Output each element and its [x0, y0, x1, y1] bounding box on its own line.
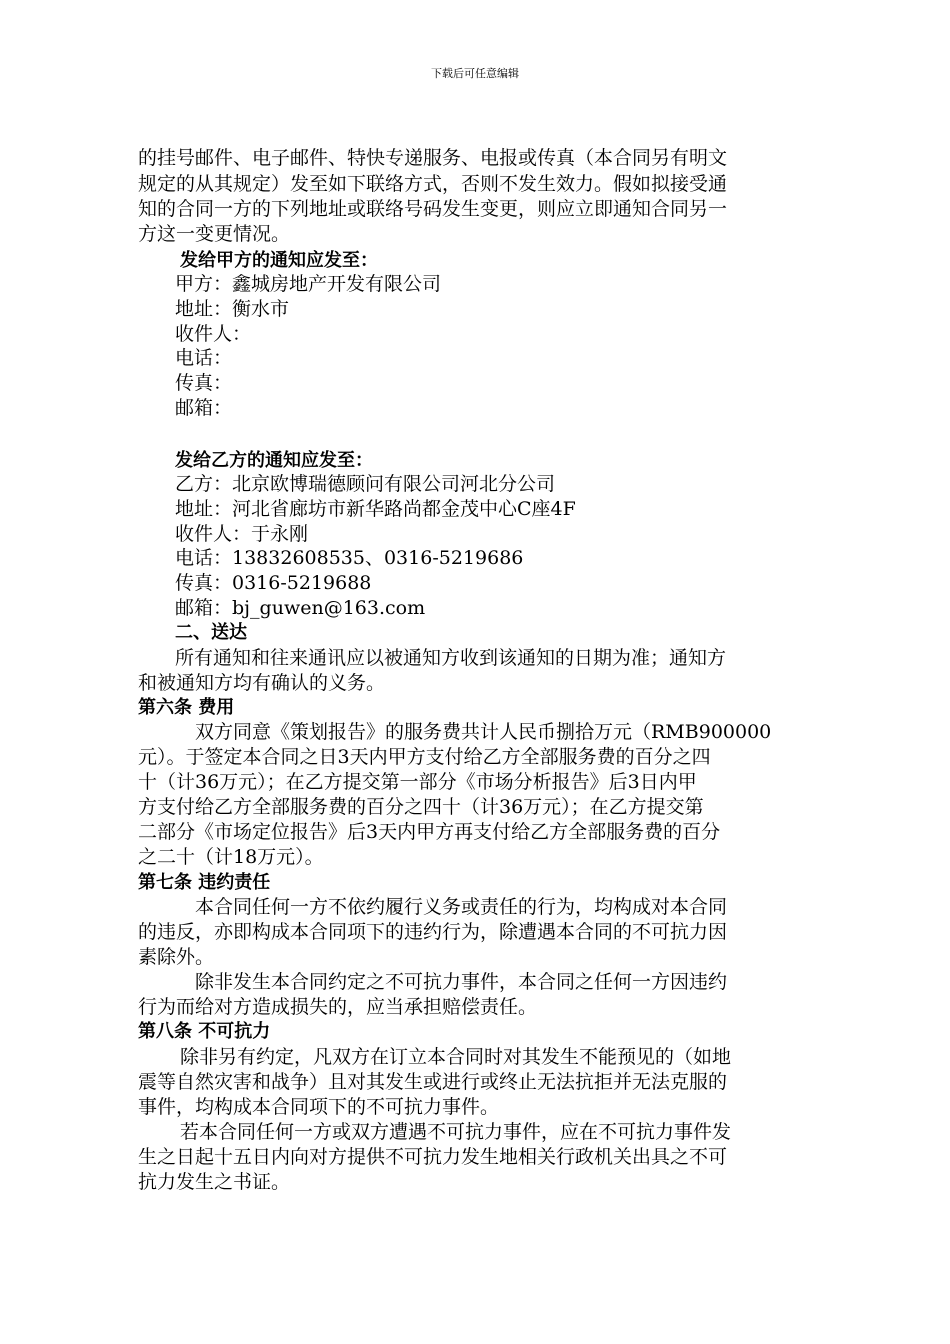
- text-line: 和被通知方均有确认的义务。: [138, 672, 386, 694]
- text-line: 之二十（计18万元）。: [138, 846, 324, 868]
- text-line: 规定的从其规定）发至如下联络方式，否则不发生效力。假如拟接受通: [138, 173, 728, 195]
- delivery-heading: 二、送达: [175, 622, 247, 643]
- text-line: 方支付给乙方全部服务费的百分之四十（计36万元）；在乙方提交第: [138, 796, 704, 818]
- text-line: 事件，均构成本合同项下的不可抗力事件。: [138, 1096, 500, 1118]
- party-a-heading: 发给甲方的通知应发至：: [180, 250, 378, 271]
- text-line: 元）。于签定本合同之日3天内甲方支付给乙方全部服务费的百分之四: [138, 746, 711, 768]
- text-line: 除非另有约定，凡双方在订立本合同时对其发生不能预见的（如地: [180, 1046, 732, 1068]
- text-line: 十（计36万元）；在乙方提交第一部分《市场分析报告》后3日内甲: [138, 771, 697, 793]
- party-b-email: 邮箱：bj_guwen@163.com: [175, 597, 426, 619]
- party-a-phone: 电话：: [175, 347, 233, 369]
- party-a-fax: 传真：: [175, 372, 233, 394]
- text-line: 震等自然灾害和战争）且对其发生或进行或终止无法抗拒并无法克服的: [138, 1071, 728, 1093]
- party-b-heading: 发给乙方的通知应发至：: [175, 450, 373, 471]
- text-line: 素除外。: [138, 946, 215, 968]
- text-line: 方这一变更情况。: [138, 223, 291, 245]
- text-line: 行为而给对方造成损失的，应当承担赔偿责任。: [138, 996, 538, 1018]
- party-a-email: 邮箱：: [175, 397, 233, 419]
- party-b-phone: 电话：13832608535、0316-5219686: [175, 547, 524, 569]
- text-line: 二部分《市场定位报告》后3天内甲方再支付给乙方全部服务费的百分: [138, 821, 721, 843]
- party-a-address: 地址：衡水市: [175, 298, 290, 320]
- article-7-heading: 第七条 违约责任: [138, 872, 271, 893]
- party-b-address: 地址：河北省廊坊市新华路尚都金茂中心C座4F: [175, 498, 576, 520]
- article-8-heading: 第八条 不可抗力: [138, 1021, 271, 1042]
- party-a-recipient: 收件人：: [175, 323, 252, 345]
- text-line: 本合同任何一方不依约履行义务或责任的行为，均构成对本合同: [195, 896, 728, 918]
- party-b-name: 乙方：北京欧博瑞德顾问有限公司河北分公司: [175, 473, 556, 495]
- party-a-name: 甲方：鑫城房地产开发有限公司: [175, 273, 442, 295]
- text-line: 生之日起十五日内向对方提供不可抗力发生地相关行政机关出具之不可: [138, 1146, 728, 1168]
- text-line: 抗力发生之书证。: [138, 1171, 291, 1193]
- text-line: 若本合同任何一方或双方遭遇不可抗力事件，应在不可抗力事件发: [180, 1121, 732, 1143]
- page-header: 下载后可任意编辑: [431, 67, 519, 80]
- text-line: 除非发生本合同约定之不可抗力事件，本合同之任何一方因违约: [195, 971, 728, 993]
- party-b-recipient: 收件人：于永刚: [175, 523, 309, 545]
- text-line: 的违反，亦即构成本合同项下的违约行为，除遭遇本合同的不可抗力因: [138, 921, 728, 943]
- text-line: 所有通知和往来通讯应以被通知方收到该通知的日期为准；通知方: [175, 647, 727, 669]
- text-line: 双方同意《策划报告》的服务费共计人民币捌拾万元（RMB900000: [195, 721, 772, 743]
- text-line: 知的合同一方的下列地址或联络号码发生变更，则应立即通知合同另一: [138, 198, 728, 220]
- party-b-fax: 传真：0316-5219688: [175, 572, 372, 594]
- article-6-heading: 第六条 费用: [138, 697, 235, 718]
- text-line: 的挂号邮件、电子邮件、特快专递服务、电报或传真（本合同另有明文: [138, 147, 728, 169]
